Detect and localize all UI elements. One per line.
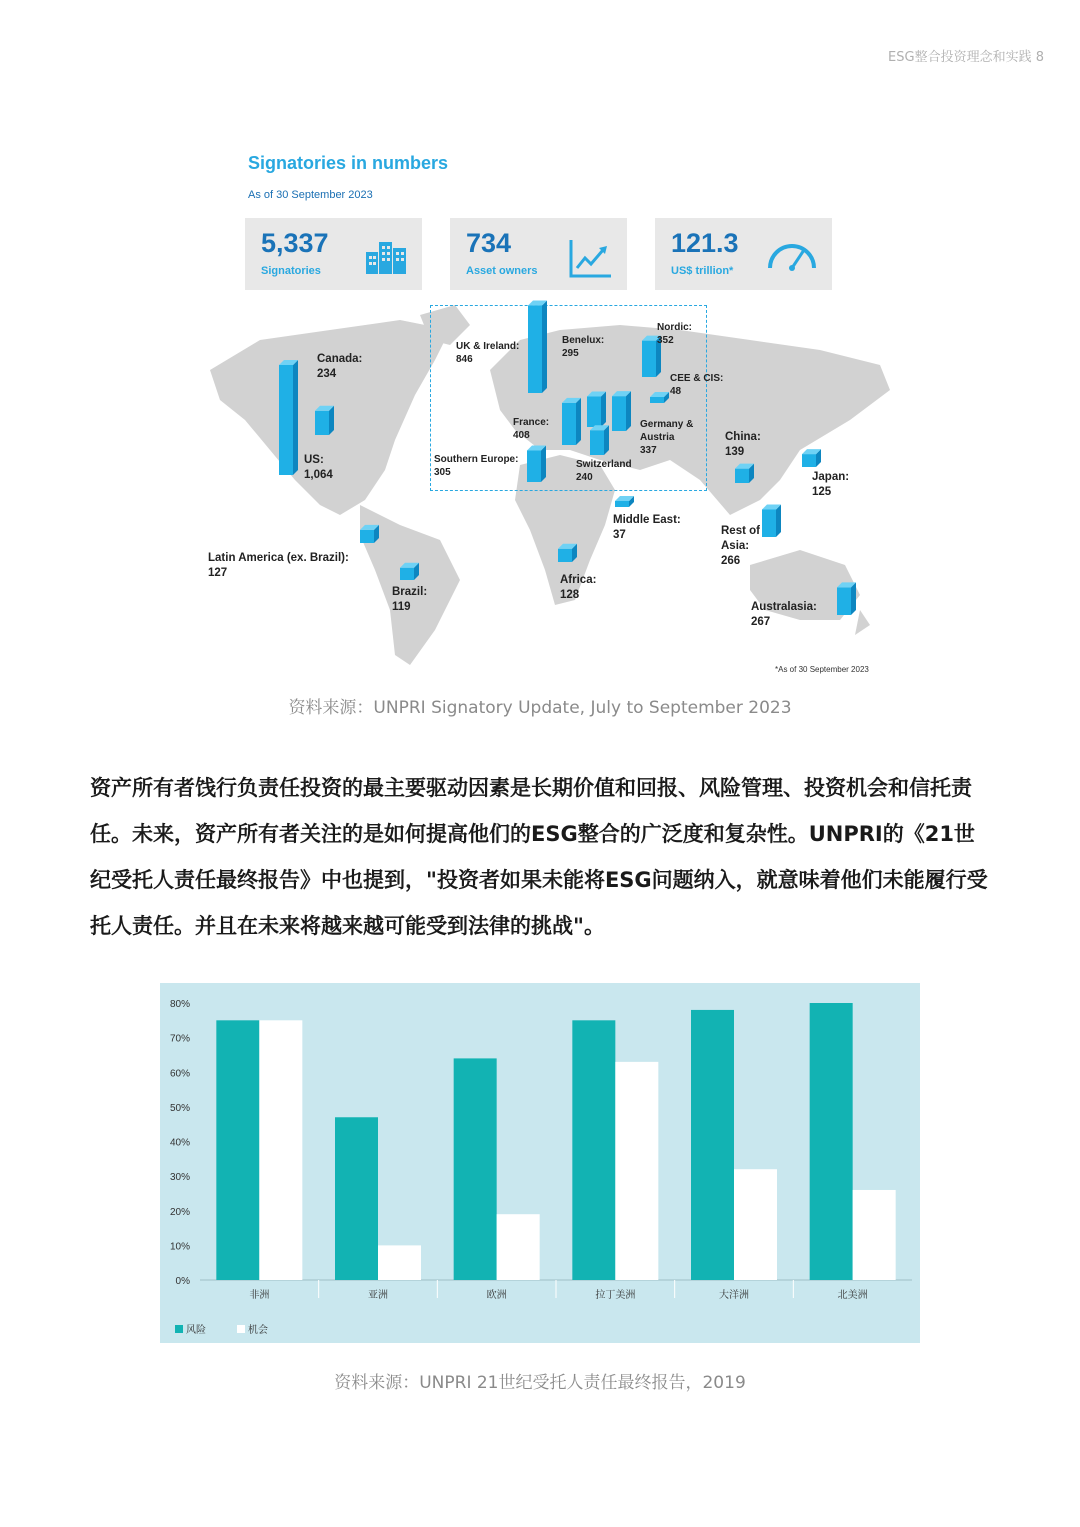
region-nordic [657,321,692,347]
bar-australasia [837,582,856,615]
bar-cee-cis [650,392,669,403]
x-tick-label: 拉丁美洲 [595,1290,636,1301]
bar-japan [802,449,821,467]
region-name: France: [513,417,550,428]
region-name: Africa: [560,574,597,586]
bar-middle-east [615,496,634,507]
signatories-infographic [200,145,900,685]
bar-risk [454,1058,497,1280]
caption-source-2: 资料来源：UNPRI 21世纪受托人责任最终报告，2019 [334,1373,746,1393]
infographic-footnote: *As of 30 September 2023 [775,665,869,674]
region-name: Canada: [317,353,363,365]
region-value: 352 [657,335,674,346]
region-germany-austria [640,418,710,457]
bar-brazil [400,563,419,580]
y-tick-label: 80% [169,999,190,1010]
bar-risk [216,1020,259,1280]
page-number: 8 [1035,50,1044,65]
region-name: Southern Europe: [434,454,519,465]
running-header [888,46,1044,65]
bar-us [279,360,298,475]
region-cee-cis [670,372,723,398]
bar-germany-austria [612,391,631,431]
region-value: 125 [812,486,832,498]
bar-chart-svg [160,983,920,1343]
bar-risk [572,1020,615,1280]
bar-opportunity [615,1062,658,1280]
region-value: 337 [640,445,657,456]
bar-benelux [587,392,606,427]
region-value: 295 [562,348,579,359]
region-name: Middle East: [613,514,681,526]
bar-opportunity [853,1190,896,1280]
y-tick-label: 30% [169,1172,190,1184]
bar-uk-ireland [528,301,547,393]
x-tick-label: 大洋洲 [719,1290,749,1301]
x-tick-label: 非洲 [249,1290,270,1301]
body-paragraph: 资产所有者饯行负责任投资的最主要驱动因素是长期价值和回报、风险管理、投资机会和信托责任。未来，资产所有者关注的是如何提高他们的ESG整合的广泛度和复杂性。UNPRI的《21世纪受托人责任最终报告》中也提到，"投资者如果未能将ESG问题纳入，就意味着他们未能履行受托人责任。并且在未来将越来越可能受到法律的挑战"。 [90,776,988,938]
region-france [513,416,549,442]
bar-risk [810,1003,853,1280]
region-value: 127 [208,567,228,579]
legend-swatch [237,1325,245,1333]
y-tick-label: 40% [169,1137,190,1149]
kpi-label: Asset owners [466,265,538,277]
y-tick-label: 60% [169,1068,190,1080]
region-name: Benelux: [562,335,605,346]
region-name: Nordic: [657,322,692,333]
region-value: 240 [576,472,593,483]
bar-opportunity [259,1020,302,1280]
region-australasia [751,600,817,630]
kpi-value: 734 [466,228,512,258]
bar-southern-europe [527,445,546,482]
bar-china [735,464,754,483]
kpi-label: US$ trillion* [671,265,734,277]
region-value: 234 [317,368,337,380]
region-value: 846 [456,354,473,365]
y-tick-label: 50% [169,1102,190,1114]
region-name: UK & Ireland: [456,341,520,352]
x-tick-label: 亚洲 [368,1290,388,1301]
region-value: 37 [613,529,626,541]
region-name: Rest of Asia: [721,525,760,552]
bar-risk [335,1117,378,1280]
region-value: 1,064 [304,469,333,481]
region-japan [812,470,849,500]
region-latin-america [208,551,349,581]
region-value: 266 [721,555,741,567]
bar-canada [315,406,334,435]
y-tick-label: 10% [169,1241,190,1253]
bar-switzerland [590,425,609,455]
region-name: Australasia: [751,601,817,613]
region-name: Japan: [812,471,850,483]
running-title: ESG整合投资理念和实践 [888,50,1032,65]
infographic-subtitle: As of 30 September 2023 [248,189,373,201]
bar-risk [691,1010,734,1280]
region-value: 408 [513,430,530,441]
kpi-value: 5,337 [261,228,329,258]
region-value: 139 [725,446,745,458]
region-value: 267 [751,616,771,628]
kpi-label: Signatories [261,265,321,277]
region-name: US: [304,454,324,466]
infographic-title: Signatories in numbers [248,153,449,173]
region-name: Switzerland [576,459,632,470]
legend-label: 机会 [248,1325,268,1336]
legend-label: 风险 [186,1325,206,1336]
region-china [725,430,761,460]
bar-opportunity [378,1245,421,1280]
bar-latin-america-ex-brazil [360,525,379,543]
region-benelux [562,334,604,360]
region-name: Latin America (ex. Brazil): [208,552,349,564]
y-tick-label: 70% [169,1033,190,1045]
region-value: 305 [434,467,451,478]
region-africa [560,573,596,603]
bar-opportunity [497,1214,540,1280]
caption-source-1: 资料来源：UNPRI Signatory Update, July to September 2023 [288,698,792,718]
risk-opportunity-chart [160,983,920,1343]
y-tick-label: 20% [169,1206,190,1218]
kpi-value: 121.3 [671,228,739,258]
legend-swatch [175,1325,183,1333]
region-southern-europe [434,453,518,479]
region-switzerland [576,458,632,484]
region-middle-east [613,513,681,543]
region-rest-of-asia [721,524,781,569]
bar-africa [558,544,577,562]
region-canada [317,352,362,382]
bar-opportunity [734,1169,777,1280]
region-name: China: [725,431,761,443]
region-brazil [392,585,427,615]
region-us [304,453,333,483]
region-name: Germany & Austria [640,419,694,443]
region-name: CEE & CIS: [670,373,724,384]
region-name: Brazil: [392,586,428,598]
y-tick-label: 0% [175,1276,190,1287]
region-value: 128 [560,589,580,601]
bar-france [562,398,581,445]
x-tick-label: 欧洲 [486,1290,507,1301]
region-uk-ireland [456,340,519,366]
region-value: 48 [670,386,682,397]
region-value: 119 [392,601,411,613]
x-tick-label: 北美洲 [837,1290,868,1301]
